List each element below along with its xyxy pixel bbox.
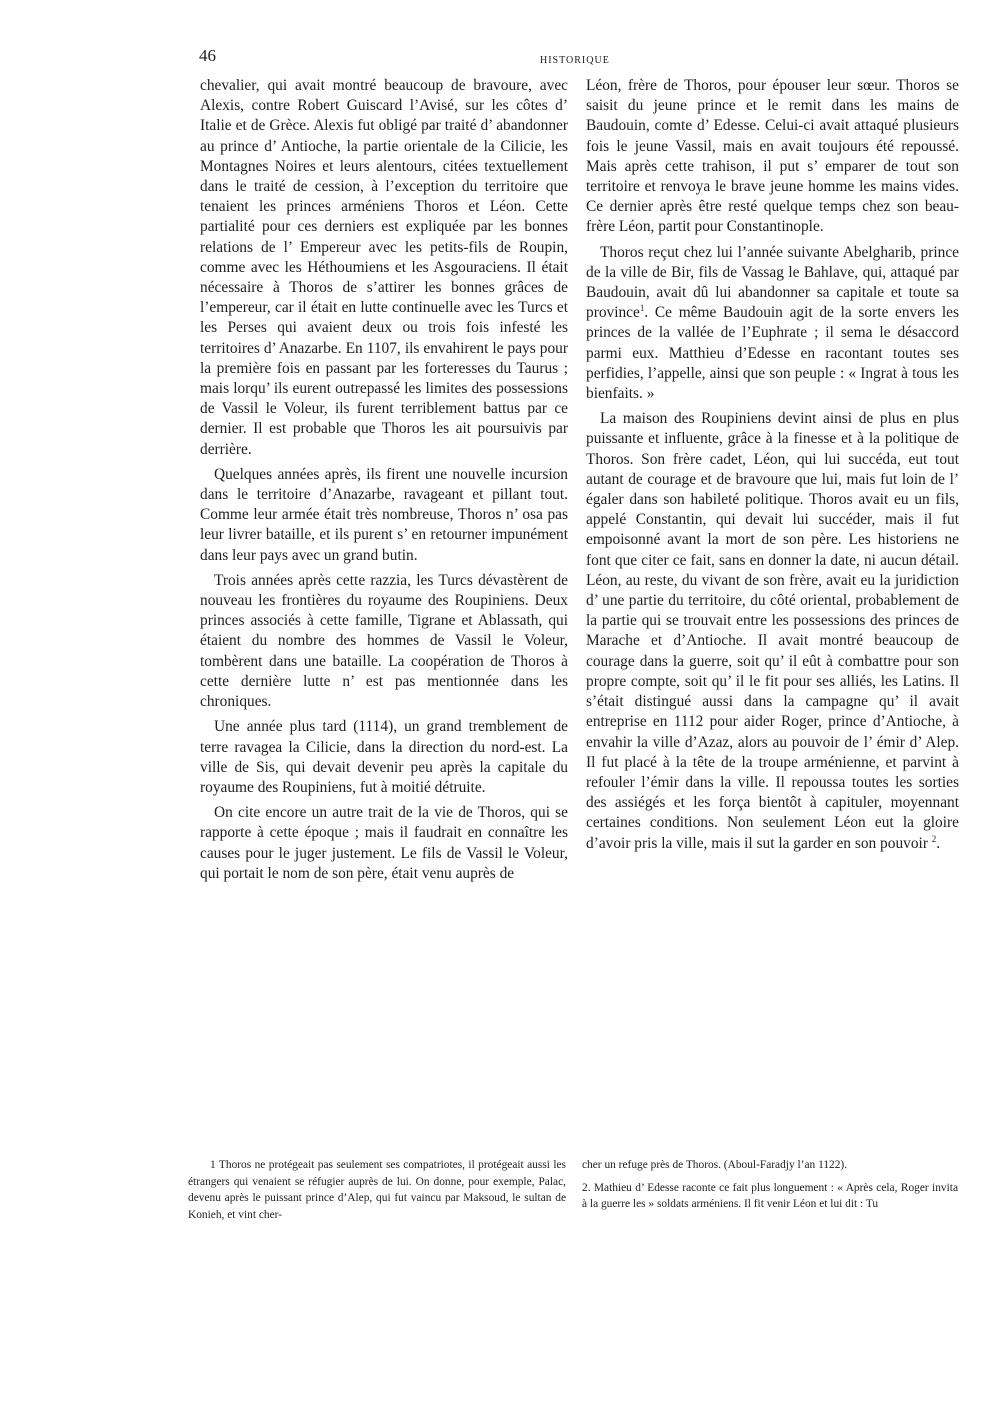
paragraph: Trois années après cette razzia, les Turcs dévastèrent de nouveau les frontières du royaume des Roupiniens. Deux princes associés à cette famille, Tigrane et Ablassath, qui étaient du nombre des hommes de Vassil le Voleur, tombèrent dans une bataille. La coopération de Thoros à cette dernière lutte n’ est pas mentionnée dans les chroniques.: [200, 571, 568, 711]
footnote-ref: 1: [639, 303, 645, 314]
paragraph: chevalier, qui avait montré beaucoup de bravoure, avec Alexis, contre Robert Guiscard l’Avisé, sur les côtes d’ Italie et de Grèce. Alexis fut obligé par traité d’ abandonner au prince d’ Antioche, la partie orientale de la Cilicie, les Montagnes Noires et leurs alentours, citées textuellement dans le traité de cession, à l’exception du territoire que tenaient les princes arméniens Thoros et Léon. Cette partialité pour ces derniers est expliquée par les bonnes relations de l’ Empereur avec les petits-fils de Roupin, comme avec les Héthoumiens et les Asgouraciens. Il était nécessaire à Thoros de s’attirer les bonnes grâces de l’empereur, car il était en lutte continuelle avec les Turcs et les Perses qui avaient deux ou trois fois infesté les territoires d’ Anazarbe. En 1107, ils envahirent le pays pour la première fois en passant par les forteresses du Taurus ; mais lorqu’ ils eurent outrepassé les limites des possessions de Vassil le Voleur, ils furent terriblement battus par ce dernier. Il est probable que Thoros les ait poursuivis par derrière.: [200, 77, 568, 458]
paragraph-text: La maison des Roupiniens devint ainsi de plus en plus puissante et influente, grâce à la finesse et à la politique de Thoros. Son frère cadet, Léon, qui lui succéda, eut tout autant de courage et de bravoure que lui, mais fut loin de l’ égaler dans son habileté politique. Thoros avait eu un fils, appelé Constantin, qui devait lui succéder, mais il fut empoisonné avant la mort de son père. Les historiens ne font que citer ce fait, sans en donner la date, ni aucun détail. Léon, au reste, du vivant de son frère, avait eu la juridiction d’ une partie du territoire, du côté oriental, probablement de la partie qui se trouvait entre les possessions des princes de Marache et d’Antioche. Il avait montré beaucoup de courage dans la guerre, soit qu’ il eût à combattre pour son propre compte, soit qu’ il le fit pour ses alliés, les Latins. Il s’était distingué aussi dans la campagne qu’ il avait entreprise en 1112 pour aider Roger, prince d’Antioche, à envahir la ville d’Azaz, alors au pouvoir de l’ émir d’ Alep. Il fut placé à la tête de la troupe arménienne, et parvint à refouler l’émir dans la ville. Il repoussa toutes les sorties des assiégés et les força bientôt à capituler, moyennant certaines conditions. Non seulement Léon eut la gloire d’avoir pris la ville, mais il sut la garder en son pouvoir: [586, 410, 959, 852]
footnote: 1 Thoros ne protégeait pas seulement ses compatriotes, il protégeait aussi les étrangers qui venaient se réfugier auprès de lui. On donne, pour exemple, Palac, devenu après le puissant prince d’Alep, qui fut vaincu par Maksoud, le sultan de Konieh, et vint cher-: [188, 1159, 566, 1221]
paragraph: Quelques années après, ils firent une nouvelle incursion dans le territoire d’Anazarbe, ravageant et pillant tout. Comme leur armée était très nombreuse, Thoros n’ osa pas leur livrer bataille, et ils purent s’ en retourner impunément dans leur pays avec un grand butin.: [200, 465, 568, 564]
right-column: [586, 76, 959, 854]
footnotes-right: [582, 1157, 958, 1213]
paragraph: [586, 243, 959, 405]
footnote-ref: 2: [931, 833, 937, 844]
footnote-continuation: cher un refuge près de Thoros. (Aboul-Faradjy l’an 1122).: [582, 1159, 848, 1171]
footnote: 2. Mathieu d’ Edesse raconte ce fait plus longuement : « Après cela, Roger invita à la guerre les » soldats arméniens. Il fit venir Léon et lui dit : Tu: [582, 1181, 958, 1210]
paragraph-text: Thoros reçut chez lui l’année suivante Abelgharib, prince de la ville de Bir, fils de Vassag le Bahlave, qui, attaqué par Baudouin, avait dû lui abandonner sa capitale et toute sa province: [586, 243, 959, 322]
paragraph: Une année plus tard (1114), un grand tremblement de terre ravagea la Cilicie, dans la direction du nord-est. La ville de Sis, qui devait devenir peu après la capitale du royaume des Roupiniens, fut à moitié détruite.: [200, 718, 568, 796]
paragraph: On cite encore un autre trait de la vie de Thoros, qui se rapporte à cette époque ; mais il faudrait en connaître les causes pour le juger justement. Le fils de Vassil le Voleur, qui portait le nom de son père, était venu auprès de: [200, 804, 568, 882]
paragraph-text: .: [936, 834, 941, 852]
paragraph: Léon, frère de Thoros, pour épouser leur sœur. Thoros se saisit du jeune prince et le remit dans les mains de Baudouin, comte d’ Edesse. Celui-ci avait attaqué plusieurs fois le jeune Vassil, mais en avait toujours été repoussé. Mais après cette trahison, il put s’ emparer de tout son territoire et renvoya le brave jeune homme les mains vides. Ce dernier après être resté quelque temps chez son beau-frère Léon, partit pour Constantinople.: [586, 77, 959, 236]
paragraph: [586, 409, 959, 853]
page-number: 46: [199, 46, 216, 65]
left-column: [200, 76, 568, 884]
paragraph-text: . Ce même Baudouin agit de la sorte envers les princes de la vallée de l’Euphrate ; il sema le désaccord parmi eux. Matthieu d’Edesse en racontant toutes ses perfidies, l’appelle, ainsi que son peuple : « Ingrat à tous les bienfaits. »: [586, 304, 959, 403]
running-header: HISTORIQUE: [540, 55, 610, 66]
footnotes-left: [188, 1157, 566, 1223]
